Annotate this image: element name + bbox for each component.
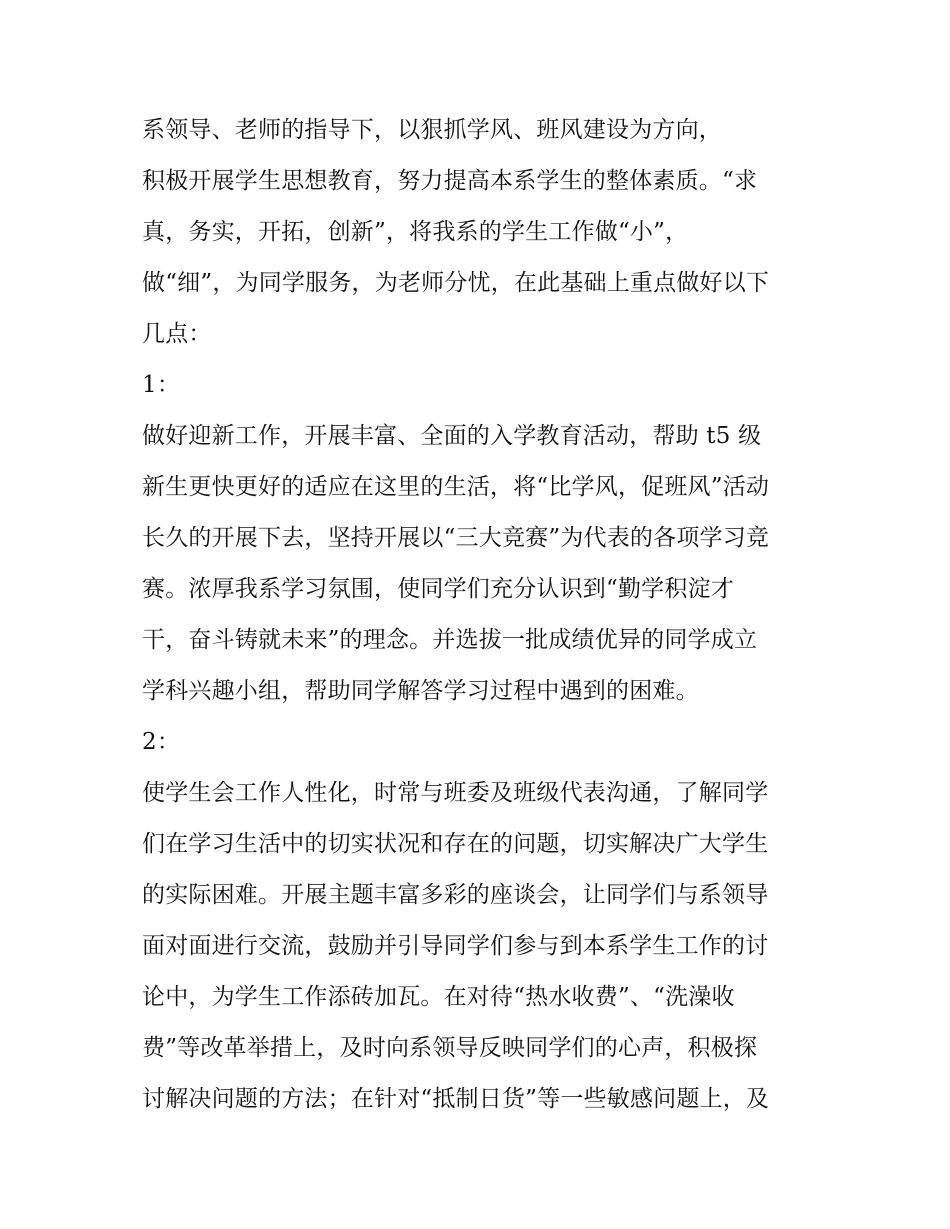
text-line: 论中，为学生工作添砖加瓦。在对待“热水收费”、“洗澡收 bbox=[142, 984, 735, 1010]
section-number: 2： bbox=[142, 729, 181, 755]
text-line: 们在学习生活中的切实状况和存在的问题，切实解决广大学生 bbox=[142, 831, 769, 857]
text-line: 学科兴趣小组，帮助同学解答学习过程中遇到的困难。 bbox=[142, 678, 699, 704]
text-line: 真，务实，开拓，创新”，将我系的学生工作做“小”， bbox=[142, 219, 689, 245]
text-line: 讨解决问题的方法；在针对“抵制日货”等一些敏感问题上，及 bbox=[142, 1086, 770, 1112]
text-line: 做“细”，为同学服务，为老师分忧，在此基础上重点做好以下 bbox=[142, 270, 770, 296]
text-line: 积极开展学生思想教育，努力提高本系学生的整体素质。“求 bbox=[142, 168, 758, 194]
text-line: 使学生会工作人性化，时常与班委及班级代表沟通，了解同学 bbox=[142, 780, 769, 806]
text-line: 面对面进行交流，鼓励并引导同学们参与到本系学生工作的讨 bbox=[142, 933, 769, 959]
text-line: 系领导、老师的指导下，以狠抓学风、班风建设为方向， bbox=[142, 117, 722, 143]
text-line: 几点： bbox=[142, 321, 212, 347]
text-line: 赛。浓厚我系学习氛围，使同学们充分认识到“勤学积淀才 bbox=[142, 576, 734, 602]
text-line: 干，奋斗铸就未来”的理念。并选拔一批成绩优异的同学成立 bbox=[142, 627, 758, 653]
text-line: 长久的开展下去，坚持开展以“三大竞赛”为代表的各项学习竞 bbox=[142, 525, 770, 551]
text-line: 新生更快更好的适应在这里的生活，将“比学风，促班风”活动 bbox=[142, 474, 770, 500]
text-line: 费”等改革举措上，及时向系领导反映同学们的心声，积极探 bbox=[142, 1035, 758, 1061]
text-line: 的实际困难。开展主题丰富多彩的座谈会，让同学们与系领导 bbox=[142, 882, 769, 908]
text-line: 做好迎新工作，开展丰富、全面的入学教育活动，帮助 t5 级 bbox=[142, 423, 762, 449]
section-number: 1： bbox=[142, 372, 181, 398]
